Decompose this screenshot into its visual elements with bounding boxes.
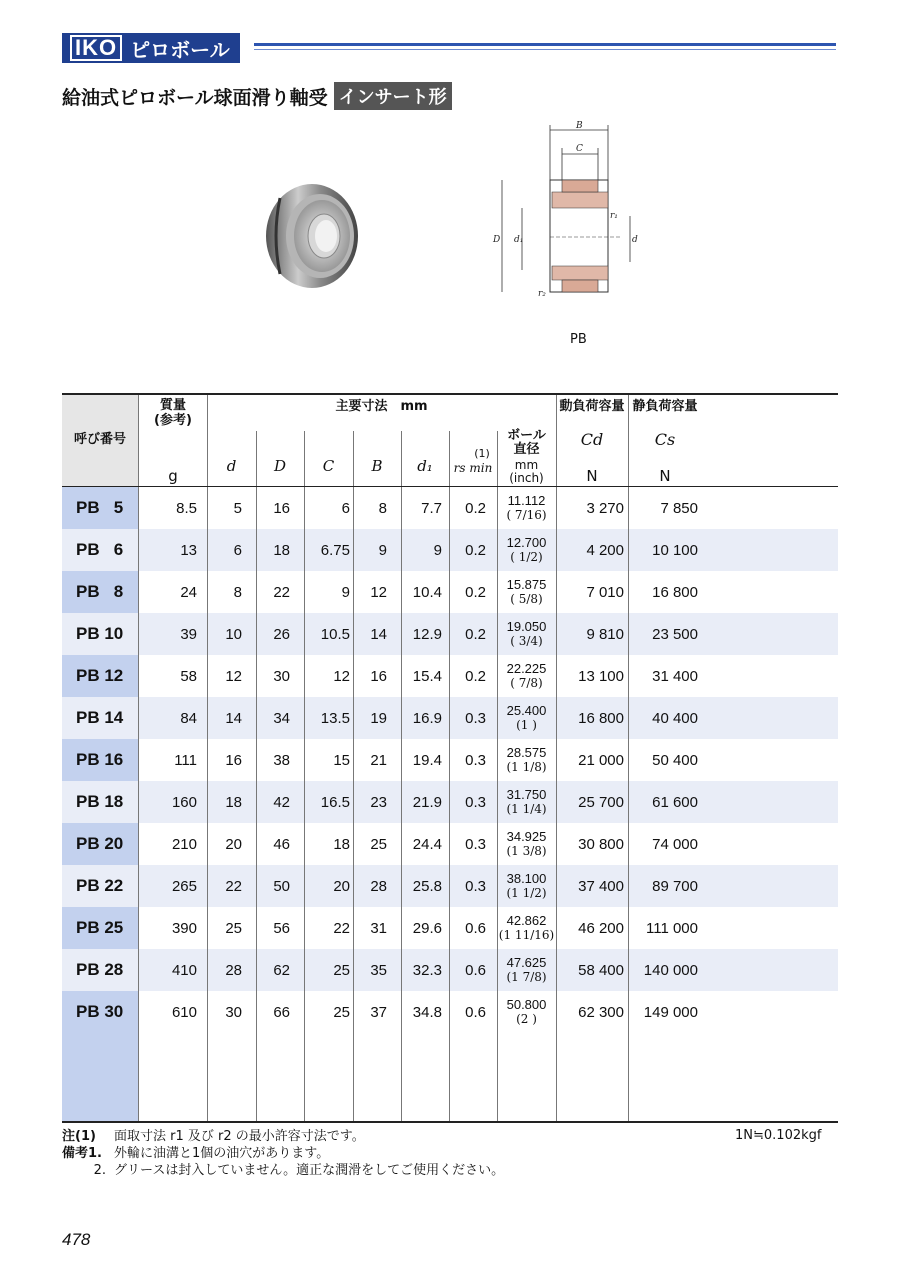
cell-cd: 13 100 [578, 667, 624, 685]
cell-d1: 15.4 [412, 667, 442, 685]
label-r2: r₂ [538, 289, 546, 299]
cell-C: 6 [341, 499, 350, 517]
table-row [62, 487, 838, 529]
iko-logo: IKO [70, 35, 122, 61]
cell-ball-diameter [497, 613, 556, 655]
ball-mm: 15.875 [506, 577, 547, 592]
note1-label: 注(1) [62, 1129, 96, 1144]
cell-d1: 12.9 [412, 625, 442, 643]
cell-cs: 50 400 [652, 751, 698, 769]
cell-rs: 0.6 [465, 961, 486, 979]
table-row [62, 529, 838, 571]
cell-B: 31 [370, 919, 387, 937]
cell-d1: 21.9 [412, 793, 442, 811]
cell-ball-diameter [497, 487, 556, 529]
header-rule [254, 43, 836, 46]
label-C: C [576, 144, 583, 154]
cell-cs: 40 400 [652, 709, 698, 727]
ball-mm: 50.800 [506, 997, 547, 1012]
header-cs-title: 静負荷容量 [632, 399, 698, 414]
row-designation: PB 22 [76, 876, 124, 895]
header-cd-unit: N [586, 467, 598, 485]
header-rule-thin [254, 49, 836, 50]
cell-B: 12 [370, 583, 387, 601]
cell-mass: 13 [180, 541, 197, 559]
cell-rs: 0.6 [465, 1003, 486, 1021]
ball-mm: 12.700 [506, 535, 547, 550]
page-number: 478 [62, 1230, 91, 1249]
cell-ball-diameter [497, 865, 556, 907]
table-row [62, 907, 838, 949]
cell-cs: 16 800 [652, 583, 698, 601]
type-tag: インサート形 [334, 82, 452, 110]
header-main-dims: 主要寸法 mm [335, 399, 428, 414]
cell-ball-diameter [497, 781, 556, 823]
cell-cs: 31 400 [652, 667, 698, 685]
header-ball-inch: (inch) [509, 471, 544, 485]
cell-cd: 25 700 [578, 793, 624, 811]
cell-B: 14 [370, 625, 387, 643]
cell-C: 22 [333, 919, 350, 937]
row-designation: PB 28 [76, 960, 124, 979]
cell-rs: 0.3 [465, 793, 486, 811]
cell-C: 18 [333, 835, 350, 853]
ball-mm: 22.225 [506, 661, 547, 676]
cell-ball-diameter [497, 907, 556, 949]
cell-D: 38 [273, 751, 290, 769]
ball-inch: (1 1/8) [506, 760, 547, 774]
cell-d1: 7.7 [421, 499, 442, 517]
col-divider [497, 431, 498, 1121]
ball-inch: (1 11/16) [498, 928, 555, 942]
cell-d: 20 [225, 835, 242, 853]
table-row [62, 991, 838, 1033]
cell-D: 56 [273, 919, 290, 937]
cell-C: 15 [333, 751, 350, 769]
cell-ball-diameter [497, 571, 556, 613]
cell-ball-diameter [497, 739, 556, 781]
ball-mm: 31.750 [506, 787, 547, 802]
header-d1: d₁ [417, 457, 433, 475]
ball-inch: ( 7/8) [510, 676, 543, 690]
page-title [62, 82, 452, 110]
cell-cs: 23 500 [652, 625, 698, 643]
col-divider [304, 431, 305, 1121]
ball-inch: (1 1/4) [506, 802, 547, 816]
cell-ball-diameter [497, 655, 556, 697]
row-designation: PB 18 [76, 792, 124, 811]
cell-C: 16.5 [320, 793, 350, 811]
cell-d1: 32.3 [412, 961, 442, 979]
row-designation: PB 14 [76, 708, 124, 727]
cell-d: 6 [233, 541, 242, 559]
cell-rs: 0.3 [465, 835, 486, 853]
col-divider [628, 395, 629, 1121]
page-title-text: 給油式ピロボール球面滑り軸受 [62, 86, 328, 109]
cell-d: 30 [225, 1003, 242, 1021]
cell-D: 50 [273, 877, 290, 895]
drawing-caption: PB [570, 332, 587, 347]
table-row [62, 613, 838, 655]
header-name: 呼び番号 [73, 432, 126, 447]
cell-rs: 0.3 [465, 877, 486, 895]
header-mass-unit: g [168, 467, 178, 485]
row-designation: PB 8 [76, 582, 124, 601]
cell-mass: 84 [180, 709, 197, 727]
col-divider [256, 431, 257, 1121]
cell-D: 26 [273, 625, 290, 643]
cell-mass: 610 [171, 1003, 197, 1021]
cell-B: 28 [370, 877, 387, 895]
cell-cd: 3 270 [586, 499, 624, 517]
header-cs: Cs [654, 430, 676, 449]
cell-cs: 111 000 [646, 919, 698, 937]
cell-d1: 25.8 [412, 877, 442, 895]
cell-mass: 210 [171, 835, 197, 853]
ball-mm: 34.925 [506, 829, 547, 844]
series-name: ピロボール [130, 37, 230, 62]
col-divider [556, 395, 557, 1121]
table-top-rule [62, 393, 838, 395]
cell-d1: 34.8 [412, 1003, 442, 1021]
cell-rs: 0.6 [465, 919, 486, 937]
unit-conversion-note: 1N≒0.102kgf [735, 1128, 822, 1143]
cell-C: 10.5 [320, 625, 350, 643]
ball-mm: 38.100 [506, 871, 547, 886]
label-B: B [576, 121, 583, 131]
cell-cs: 89 700 [652, 877, 698, 895]
cell-C: 9 [341, 583, 350, 601]
ball-mm: 47.625 [506, 955, 547, 970]
table-row [62, 865, 838, 907]
ball-inch: (2 ) [516, 1012, 537, 1026]
cell-D: 34 [273, 709, 290, 727]
cell-mass: 24 [180, 583, 197, 601]
cell-rs: 0.2 [465, 625, 486, 643]
cell-D: 66 [273, 1003, 290, 1021]
footnotes [62, 1128, 504, 1179]
cell-cd: 37 400 [578, 877, 624, 895]
table-row [62, 781, 838, 823]
cell-mass: 160 [171, 793, 197, 811]
cell-d: 12 [225, 667, 242, 685]
cell-D: 22 [273, 583, 290, 601]
cell-B: 23 [370, 793, 387, 811]
ball-mm: 28.575 [506, 745, 547, 760]
cell-D: 46 [273, 835, 290, 853]
table-row [62, 739, 838, 781]
cell-D: 30 [273, 667, 290, 685]
cell-C: 25 [333, 1003, 350, 1021]
cell-B: 37 [370, 1003, 387, 1021]
label-d: d [632, 235, 638, 245]
cell-d: 18 [225, 793, 242, 811]
cell-d: 16 [225, 751, 242, 769]
cell-C: 6.75 [320, 541, 350, 559]
cell-mass: 265 [171, 877, 197, 895]
cell-mass: 410 [171, 961, 197, 979]
cell-d: 25 [225, 919, 242, 937]
table-row [62, 949, 838, 991]
ball-inch: ( 1/2) [510, 550, 543, 564]
cell-cd: 4 200 [586, 541, 624, 559]
row-designation: PB 30 [76, 1002, 124, 1021]
cell-D: 42 [273, 793, 290, 811]
cell-ball-diameter [497, 949, 556, 991]
cell-cd: 46 200 [578, 919, 624, 937]
cell-ball-diameter [497, 991, 556, 1033]
row-designation: PB 25 [76, 918, 124, 937]
cell-d: 8 [233, 583, 242, 601]
header-ball-2: 直径 [513, 442, 540, 457]
ball-inch: (1 3/8) [506, 844, 547, 858]
cell-cd: 16 800 [578, 709, 624, 727]
row-designation: PB 16 [76, 750, 124, 769]
ball-inch: (1 7/8) [506, 970, 547, 984]
col-divider [449, 431, 450, 1121]
cell-B: 19 [370, 709, 387, 727]
note1-text: 面取寸法 r1 及び r2 の最小許容寸法です。 [114, 1129, 365, 1144]
table-row [62, 571, 838, 613]
cell-rs: 0.2 [465, 499, 486, 517]
label-d1: d₁ [514, 235, 524, 245]
ball-mm: 11.112 [507, 493, 546, 508]
cell-d1: 9 [433, 541, 442, 559]
spec-table [62, 393, 838, 1123]
cell-cs: 61 600 [652, 793, 698, 811]
header-ball-unit: mm [514, 458, 539, 472]
header-C: C [322, 457, 335, 475]
brand-banner [62, 33, 240, 63]
header-cd: Cd [580, 430, 604, 449]
cell-mass: 111 [174, 751, 197, 769]
cell-C: 13.5 [320, 709, 350, 727]
cell-B: 21 [370, 751, 387, 769]
col-divider [353, 431, 354, 1121]
col-divider [401, 431, 402, 1121]
cell-ball-diameter [497, 697, 556, 739]
cell-cd: 30 800 [578, 835, 624, 853]
cell-D: 18 [273, 541, 290, 559]
cell-mass: 39 [180, 625, 197, 643]
cell-C: 20 [333, 877, 350, 895]
table-header-rule [62, 486, 838, 487]
cell-d1: 24.4 [412, 835, 442, 853]
cell-D: 62 [273, 961, 290, 979]
cell-mass: 390 [171, 919, 197, 937]
remark-label: 備考1. [62, 1146, 102, 1161]
header-rs: rs min [453, 461, 493, 475]
cell-mass: 8.5 [176, 499, 197, 517]
ball-inch: ( 5/8) [510, 592, 543, 606]
cell-B: 35 [370, 961, 387, 979]
ball-mm: 42.862 [506, 913, 547, 928]
cell-d1: 10.4 [412, 583, 442, 601]
header-D: D [273, 457, 287, 475]
remark2-label: 2. [93, 1163, 106, 1178]
header-ball-1: ボール [507, 428, 546, 443]
ball-inch: ( 7/16) [506, 508, 547, 522]
cell-d: 28 [225, 961, 242, 979]
cell-rs: 0.3 [465, 751, 486, 769]
cell-d: 10 [225, 625, 242, 643]
remark1-text: 外輪に油溝と1個の油穴があります。 [114, 1146, 330, 1161]
table-bottom-rule [62, 1121, 838, 1123]
bearing-photo [258, 178, 366, 294]
cell-B: 25 [370, 835, 387, 853]
cell-B: 9 [378, 541, 387, 559]
table-row [62, 823, 838, 865]
cell-C: 25 [333, 961, 350, 979]
ball-inch: (1 1/2) [506, 886, 547, 900]
cell-D: 16 [273, 499, 290, 517]
cell-ball-diameter [497, 823, 556, 865]
cell-cd: 7 010 [586, 583, 624, 601]
cell-cs: 149 000 [643, 1003, 698, 1021]
cell-rs: 0.3 [465, 709, 486, 727]
col-divider [138, 395, 139, 1121]
row-designation: PB 10 [76, 624, 124, 643]
remark2-text: グリースは封入していません。適正な潤滑をしてご使用ください。 [114, 1163, 505, 1178]
header-cs-unit: N [659, 467, 671, 485]
cell-C: 12 [333, 667, 350, 685]
cell-cd: 21 000 [578, 751, 624, 769]
header-d: d [226, 457, 237, 475]
cell-d: 14 [225, 709, 242, 727]
ball-mm: 25.400 [506, 703, 547, 718]
cell-cd: 58 400 [578, 961, 624, 979]
cell-ball-diameter [497, 529, 556, 571]
cell-d: 22 [225, 877, 242, 895]
header-B: B [371, 457, 383, 475]
cell-d1: 19.4 [412, 751, 442, 769]
label-r1: r₁ [610, 211, 618, 221]
table-row [62, 697, 838, 739]
cell-cs: 140 000 [643, 961, 698, 979]
cell-cs: 74 000 [652, 835, 698, 853]
cell-B: 8 [378, 499, 387, 517]
ball-inch: ( 3/4) [510, 634, 543, 648]
cell-cs: 10 100 [652, 541, 698, 559]
row-designation: PB 5 [76, 498, 124, 517]
cell-d: 5 [233, 499, 242, 517]
cell-d1: 16.9 [412, 709, 442, 727]
dimension-drawing [490, 120, 640, 305]
cell-cs: 7 850 [660, 499, 698, 517]
header-mass: 質量 [159, 398, 186, 413]
ball-mm: 19.050 [506, 619, 547, 634]
row-designation: PB 6 [76, 540, 124, 559]
ball-inch: (1 ) [516, 718, 537, 732]
table-row [62, 655, 838, 697]
header-cd-title: 動負荷容量 [559, 399, 625, 414]
cell-rs: 0.2 [465, 541, 486, 559]
header-mass-ref: (参考) [154, 413, 192, 428]
cell-cd: 62 300 [578, 1003, 624, 1021]
cell-d1: 29.6 [412, 919, 442, 937]
row-designation: PB 20 [76, 834, 124, 853]
cell-mass: 58 [180, 667, 197, 685]
cell-rs: 0.2 [465, 583, 486, 601]
cell-rs: 0.2 [465, 667, 486, 685]
row-designation: PB 12 [76, 666, 124, 685]
label-D: D [493, 235, 501, 245]
header-rs-note: (1) [474, 447, 490, 460]
cell-B: 16 [370, 667, 387, 685]
cell-cd: 9 810 [586, 625, 624, 643]
col-divider [207, 395, 208, 1121]
